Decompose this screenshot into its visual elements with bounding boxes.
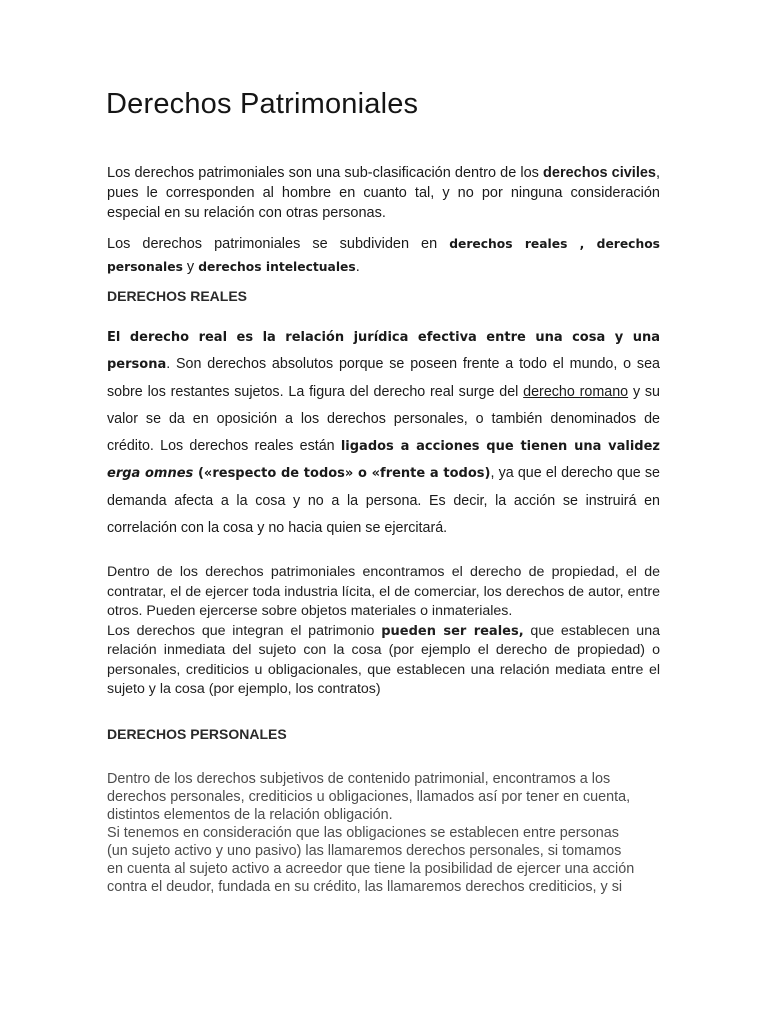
text-run: Los derechos patrimoniales son una sub-clasificación dentro de los	[107, 165, 544, 181]
text-line: contra el deudor, fundada en su crédito, las llamaremos derechos crediticios, y si	[107, 879, 623, 895]
bold-term: ligados a acciones que tienen una validez	[340, 439, 660, 455]
text-run: . Son derechos absolutos porque se poseen frente a todo el mundo, o sea sobre los restantes sujetos. La figura del derecho real surge del	[107, 356, 660, 400]
bold-term: El derecho real es la relación jurídica efectiva entre una cosa y una persona	[107, 330, 660, 373]
text-line: Dentro de los derechos subjetivos de contenido patrimonial, encontramos a los	[107, 771, 611, 787]
text-run: y su valor se da en oposición a los derechos personales, o también denominados de crédito. Los derechos reales están	[107, 383, 660, 455]
text-line: en cuenta al sujeto activo a acreedor que tiene la posibilidad de ejercer una acción	[107, 861, 635, 877]
text-line: distintos elementos de la relación obligación.	[107, 807, 393, 823]
paragraph-intro	[107, 163, 660, 223]
text-line: Si tenemos en consideración que las obligaciones se establecen entre personas	[107, 825, 619, 841]
section-heading-derechos-personales: DERECHOS PERSONALES	[107, 726, 287, 742]
text-run: que establecen una relación inmediata del sujeto con la cosa (por ejemplo el derecho de propiedad) o personales, crediticios u obligacionales, que establecen una relación mediata entre el sujeto y la cosa (por ejemplo, los contratos)	[107, 622, 660, 697]
italic-term: erga omnes	[107, 466, 194, 482]
paragraph-derechos-reales	[107, 324, 660, 542]
bold-term: derechos intelectuales	[198, 260, 356, 274]
text-run: , ya que el derecho que se demanda afecta a la cosa y no a la persona. Es decir, la acción se instruirá en correlación con la cosa y no hacia quien se ejercitará.	[107, 465, 660, 537]
paragraph-derechos-personales	[107, 770, 660, 896]
text-run: Los derechos que integran el patrimonio	[107, 622, 382, 639]
bold-term: derechos reales	[449, 237, 568, 251]
derecho-romano-link[interactable]: derecho romano	[523, 383, 629, 400]
document-title: Derechos Patrimoniales	[106, 88, 419, 120]
paragraph-patrimonio	[107, 563, 660, 700]
text-line: derechos personales, crediticios u obligaciones, llamados así por tener en cuenta,	[107, 789, 631, 805]
text-run: , pues le corresponden al hombre en cuanto tal, y no por ninguna consideración especial en su relación con otras personas.	[107, 165, 661, 221]
paragraph-subdivision	[107, 233, 660, 279]
bold-term: pueden ser reales,	[381, 623, 524, 639]
bold-term: derechos personales	[107, 237, 660, 274]
text-run: .	[355, 259, 360, 275]
text-run: Los derechos patrimoniales se subdividen en	[107, 236, 450, 252]
bold-term: («respecto de todos» o «frente a todos)	[193, 466, 491, 482]
text-run: ,	[567, 237, 597, 251]
text-run: Dentro de los derechos patrimoniales encontramos el derecho de propiedad, el de contratar, el de ejercer toda industria lícita, el de comerciar, los derechos de autor, entre otros. Pueden ejercerse sobre objetos materiales o inmateriales.	[107, 564, 660, 619]
text-run: y	[182, 259, 199, 275]
bold-term: derechos civiles	[543, 165, 656, 181]
section-heading-derechos-reales: DERECHOS REALES	[107, 288, 248, 304]
text-line: (un sujeto activo y uno pasivo) las llamaremos derechos personales, si tomamos	[107, 843, 622, 859]
